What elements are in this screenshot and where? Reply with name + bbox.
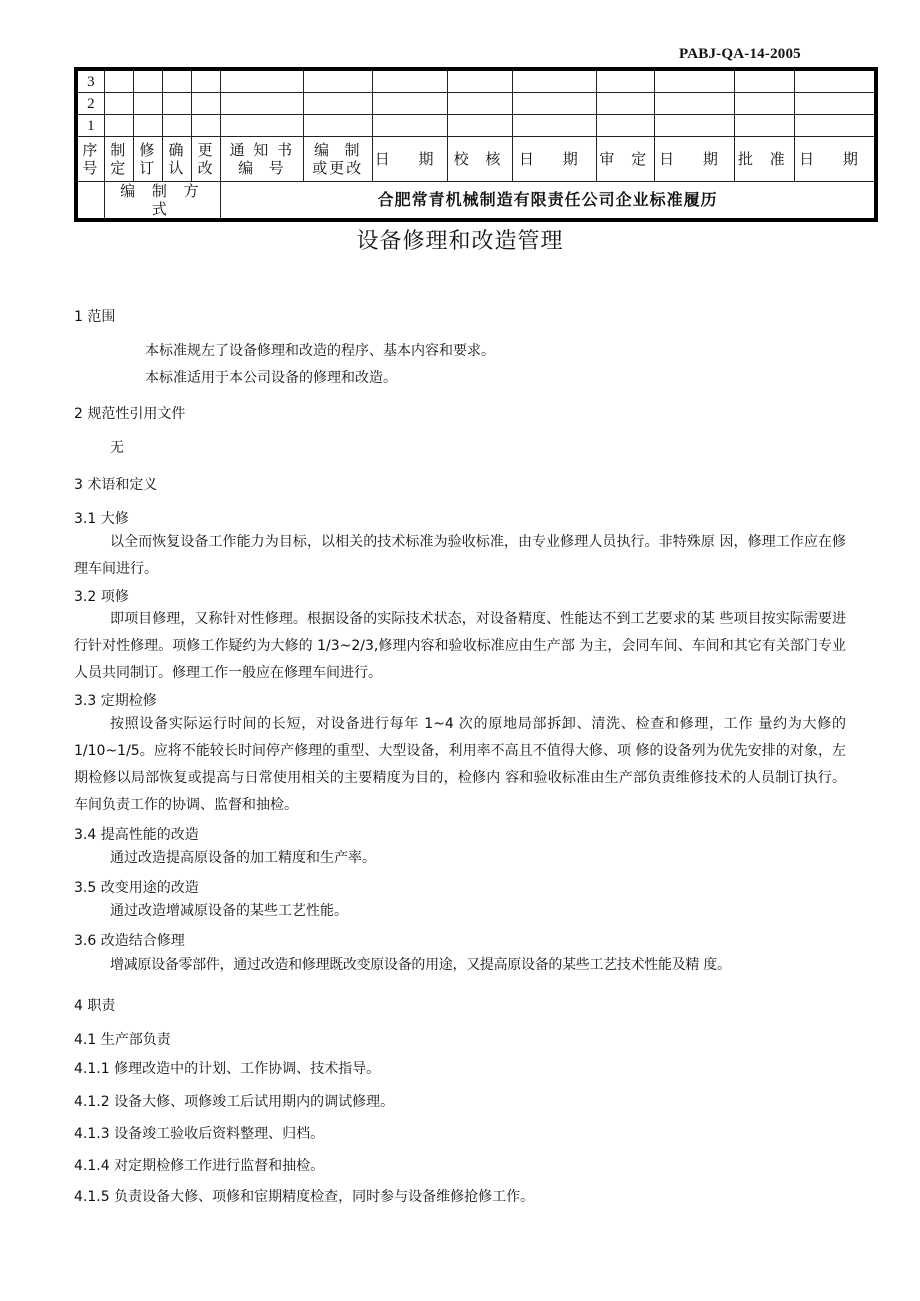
document-title: 设备修理和改造管理 — [356, 229, 564, 254]
header-revised: 修 订 — [133, 137, 162, 182]
header-date: 日 期 — [512, 137, 596, 182]
empty-cell — [655, 115, 734, 137]
header-date: 日 期 — [655, 137, 734, 182]
header-reviewed: 审 定 — [597, 137, 655, 182]
section-3-6-heading: 3.6 改造结合修理 — [74, 933, 185, 949]
document-code: PABJ-QA-14-2005 — [679, 46, 801, 62]
empty-cell — [104, 69, 133, 93]
section-3-3-heading: 3.3 定期检修 — [74, 693, 157, 709]
empty-cell — [104, 115, 133, 137]
section-3-2-body: 即项目修理，又称针对性修理。根据设备的实际技术状态，对设备精度、性能达不到工艺要求的某 些项目按实际需要进行针对性修理。项修工作疑约为大修的 1/3~2/3,修理内容和验收标准应由生产部 为主，会同车间、车间和其它有关部门专业人员共同制订。修理工作一般应在修理车间进行。 — [74, 611, 846, 681]
empty-cell — [795, 115, 876, 137]
empty-cell — [734, 69, 794, 93]
section-4-1-heading: 4.1 生产部负责 — [74, 1032, 171, 1048]
header-compiled-or-changed: 编 制 或更改 — [303, 137, 372, 182]
section-2-body: 无 — [110, 440, 124, 456]
empty-cell — [448, 115, 512, 137]
item-4-1-2: 4.1.2 设备大修、项修竣工后试用期内的调试修理。 — [74, 1094, 395, 1110]
header-date: 日 期 — [795, 137, 876, 182]
empty-cell — [372, 93, 447, 115]
section-3-5-heading: 3.5 改变用途的改造 — [74, 880, 199, 896]
row-number: 1 — [76, 115, 104, 137]
section-1-line-1: 本标准规左了设备修理和改造的程序、基本内容和要求。 — [145, 343, 495, 359]
empty-cell — [303, 69, 372, 93]
section-3-4-heading: 3.4 提高性能的改造 — [74, 827, 199, 843]
empty-cell — [795, 93, 876, 115]
empty-cell — [597, 69, 655, 93]
empty-cell — [221, 93, 303, 115]
empty-cell — [162, 115, 191, 137]
section-1-heading: 1 范围 — [74, 309, 116, 325]
section-3-5-body: 通过改造增减原设备的某些工艺性能。 — [110, 903, 348, 919]
header-confirmed: 确 认 — [162, 137, 191, 182]
header-approved: 批 准 — [734, 137, 794, 182]
empty-cell — [372, 69, 447, 93]
history-row — [76, 93, 876, 115]
empty-cell — [221, 115, 303, 137]
header-drafted: 制 定 — [104, 137, 133, 182]
empty-cell — [192, 69, 221, 93]
header-date: 日 期 — [372, 137, 447, 182]
header-notice-number: 通 知 书 编 号 — [221, 137, 303, 182]
empty-cell — [795, 69, 876, 93]
empty-cell — [512, 69, 596, 93]
empty-cell — [372, 115, 447, 137]
section-2-heading: 2 规范性引用文件 — [74, 406, 186, 422]
row-number: 2 — [76, 93, 104, 115]
empty-cell — [655, 69, 734, 93]
row-number: 3 — [76, 69, 104, 93]
empty-cell — [734, 115, 794, 137]
item-4-1-1: 4.1.1 修理改造中的计划、工作协调、技术指导。 — [74, 1061, 381, 1077]
section-3-4-body: 通过改造提高原设备的加工精度和生产率。 — [110, 850, 376, 866]
empty-cell — [162, 93, 191, 115]
history-row — [76, 115, 876, 137]
empty-cell — [133, 93, 162, 115]
item-4-1-3: 4.1.3 设备竣工验收后资料整理、归档。 — [74, 1126, 325, 1142]
item-4-1-5: 4.1.5 负责设备大修、项修和宦期精度检查，同时参与设备维修抢修工作。 — [74, 1189, 535, 1205]
empty-cell — [734, 93, 794, 115]
history-header-row — [76, 137, 876, 182]
empty-cell — [76, 182, 104, 221]
compilation-method-label: 编 制 方 式 — [104, 182, 221, 221]
section-3-1-heading: 3.1 大修 — [74, 511, 129, 527]
empty-cell — [221, 69, 303, 93]
empty-cell — [655, 93, 734, 115]
empty-cell — [448, 69, 512, 93]
empty-cell — [303, 93, 372, 115]
section-3-6-body: 增减原设备零部件，通过改造和修理既改变原设备的用途，又提高原设备的某些工艺技术性能及精 度。 — [110, 957, 731, 973]
section-4-heading: 4 职责 — [74, 998, 116, 1014]
empty-cell — [133, 69, 162, 93]
header-changed: 更 改 — [192, 137, 221, 182]
empty-cell — [104, 93, 133, 115]
section-3-1-body: 以全而恢复设备工作能力为目标，以相关的技术标准为验收标准，由专业修理人员执行。非特殊原 因，修理工作应在修理车间进行。 — [74, 534, 846, 577]
empty-cell — [162, 69, 191, 93]
header-checked: 校 核 — [448, 137, 512, 182]
section-3-3-body: 按照设备实际运行时间的长短，对设备进行每年 1~4 次的原地局部拆卸、清洗、检查和修理，工作 量约为大修的 1/10~1/5。应将不能较长时间停产修理的重型、大型设备，利用率不高且不值得大修、项 修的设备列为优先安排的对象，左期检修以局部恢复或提高与日常使用相关的主要精度为目的，检修内 容和验收标准由生产部负责维修技术的人员制订执行。车间负责工作的协调、监督和抽检。 — [74, 716, 846, 813]
empty-cell — [133, 115, 162, 137]
history-footer-row — [76, 182, 876, 221]
history-row — [76, 69, 876, 93]
empty-cell — [192, 115, 221, 137]
empty-cell — [448, 93, 512, 115]
company-standard-title: 合肥常青机械制造有限责任公司企业标准履历 — [221, 182, 876, 221]
section-3-2-heading: 3.2 项修 — [74, 589, 129, 605]
header-serial-no: 序 号 — [76, 137, 104, 182]
empty-cell — [512, 115, 596, 137]
revision-history-table — [74, 67, 878, 222]
section-1-line-2: 本标准适用于本公司设备的修理和改造。 — [145, 370, 397, 386]
empty-cell — [192, 93, 221, 115]
empty-cell — [597, 93, 655, 115]
empty-cell — [303, 115, 372, 137]
item-4-1-4: 4.1.4 对定期检修工作进行监督和抽检。 — [74, 1158, 325, 1174]
empty-cell — [512, 93, 596, 115]
section-3-heading: 3 术语和定义 — [74, 477, 158, 493]
empty-cell — [597, 115, 655, 137]
